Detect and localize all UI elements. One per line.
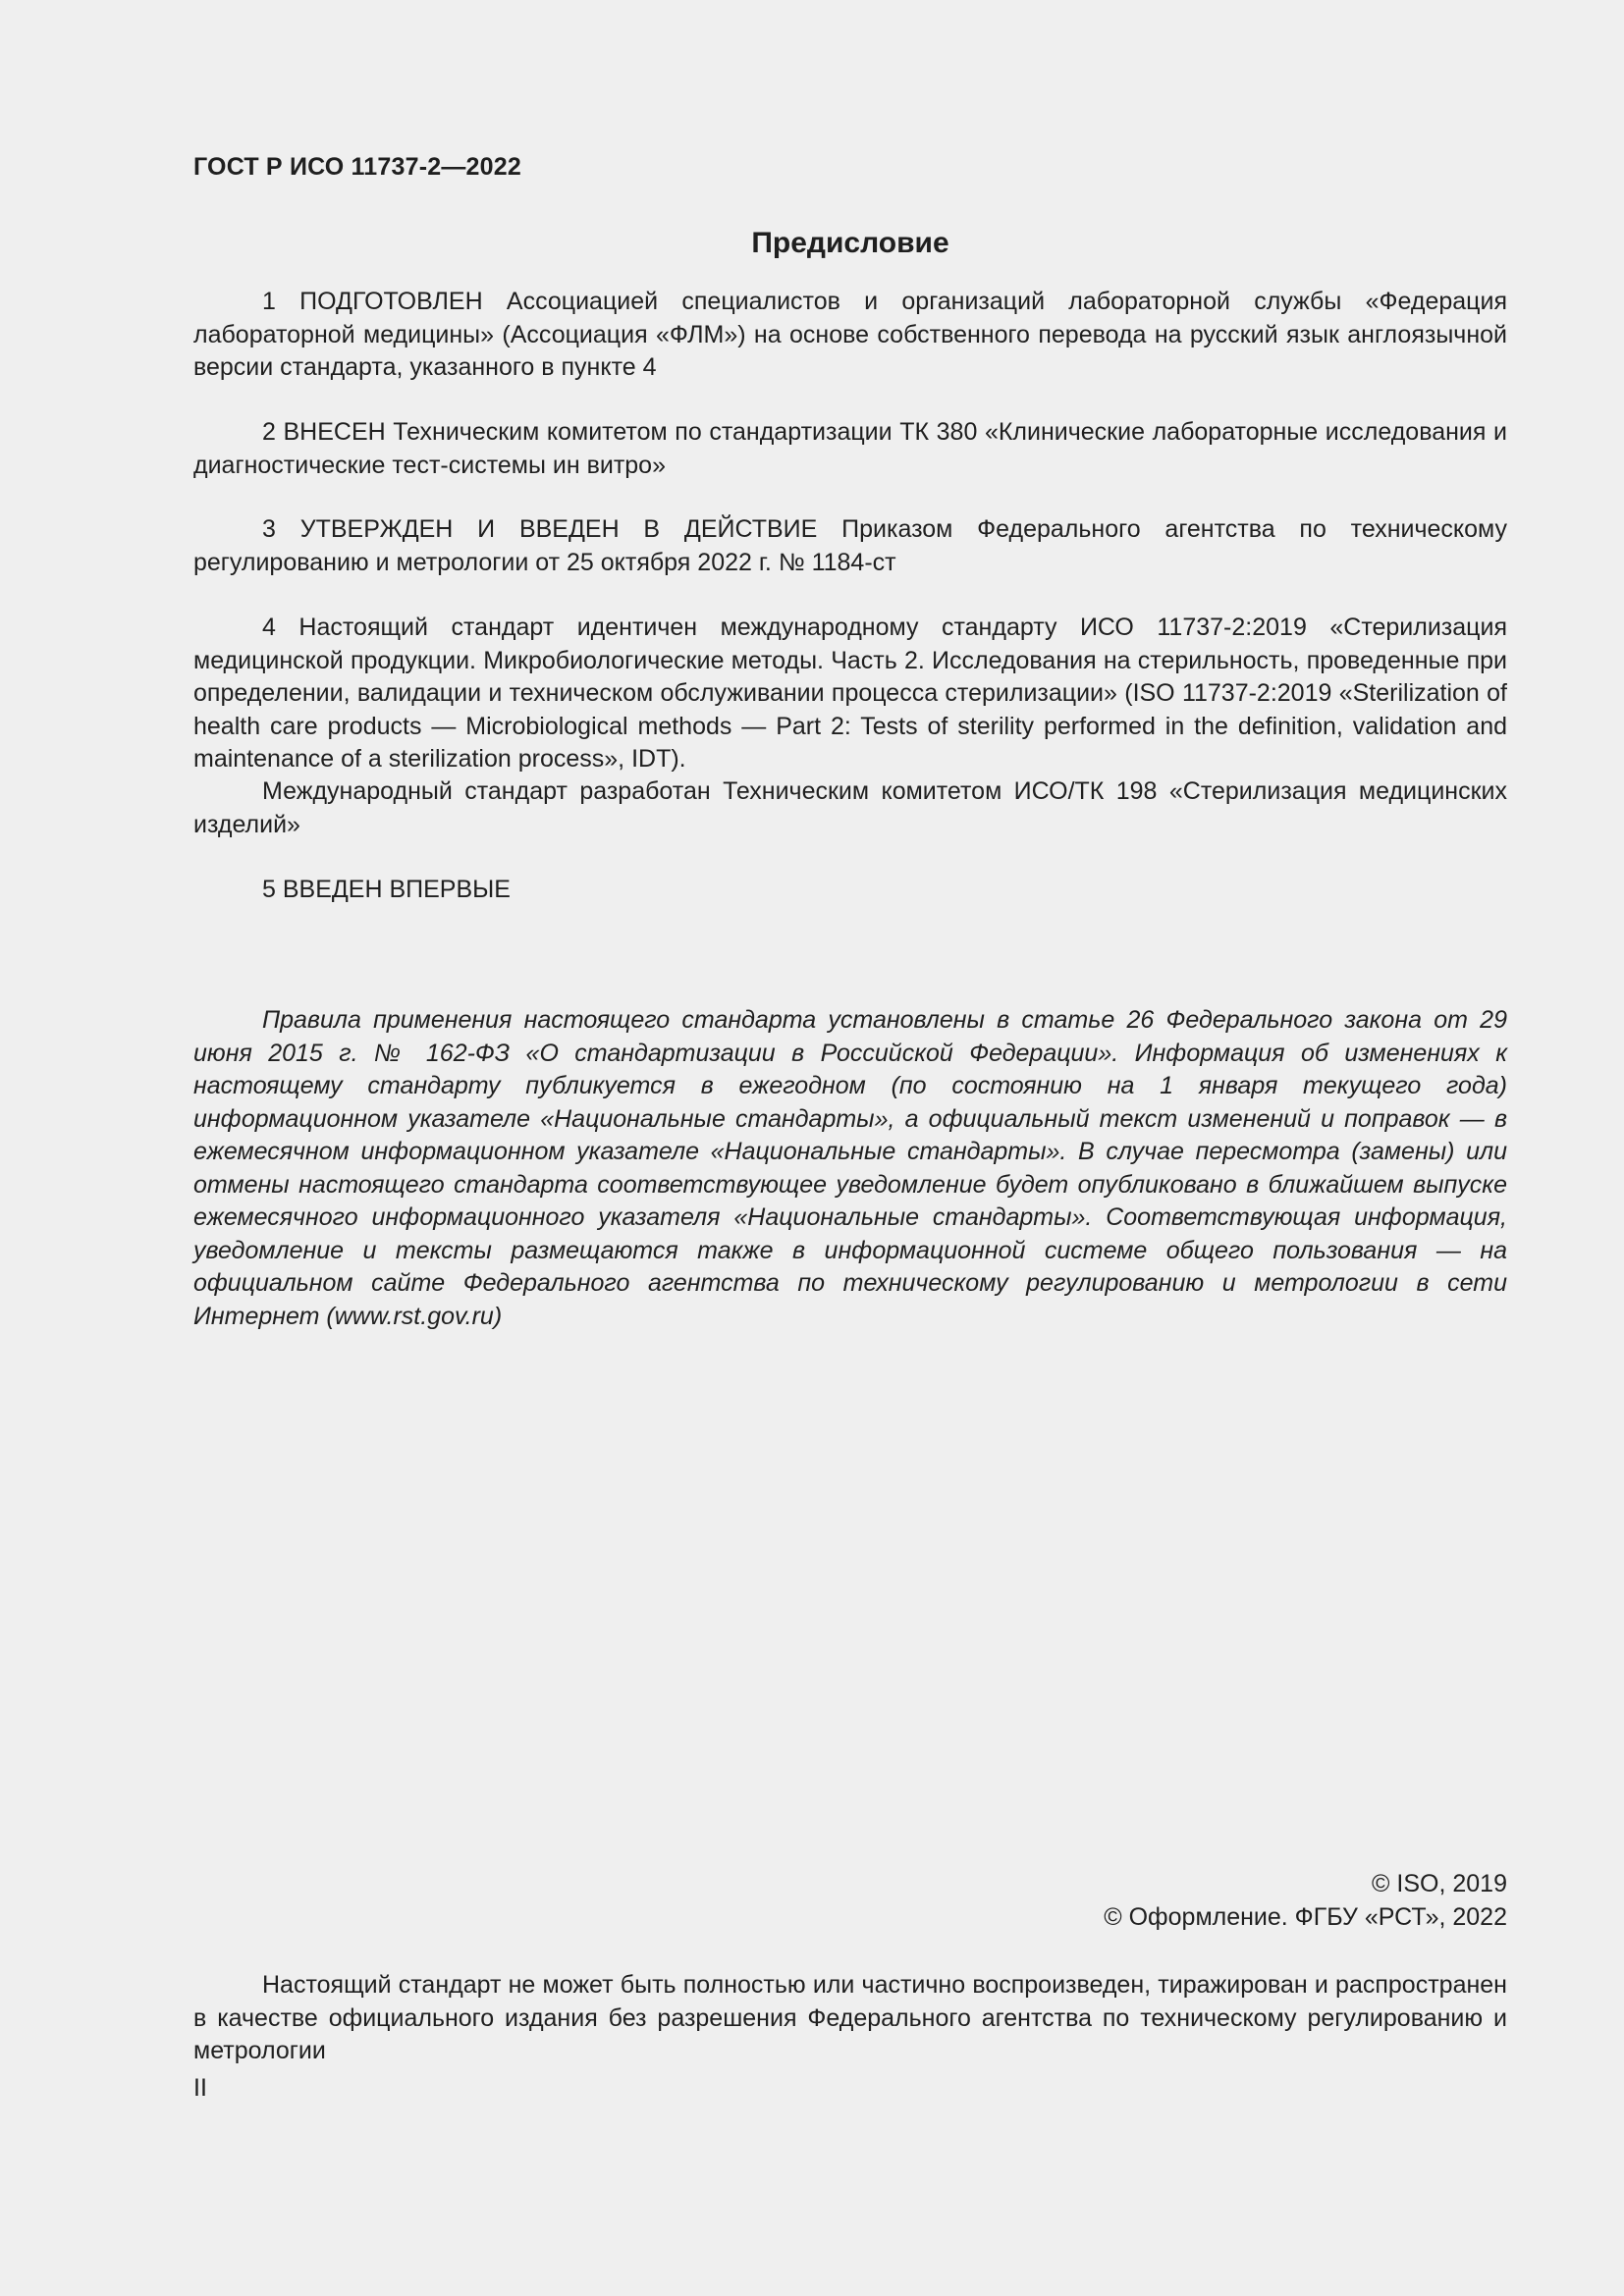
paragraph-identical: 4 Настоящий стандарт идентичен международному стандарту ИСО 11737-2:2019 «Стерилизация медицинской продукции. Микробиологические методы. Часть 2. Исследования на стерильность, проведенные при определении, валидации и техническом обслуживании процесса стерилизации» (ISO 11737-2:2019 «Sterilization of health care products — Microbiological methods — Part 2: Tests of sterility performed in the definition, validation and maintenance of a sterilization process», IDT). <box>193 614 1507 773</box>
page-title: Предисловие <box>751 227 949 259</box>
paragraph-first-introduced: 5 ВВЕДЕН ВПЕРВЫЕ <box>262 876 511 903</box>
paragraph-introduced: 2 ВНЕСЕН Техническим комитетом по стандартизации ТК 380 «Клинические лабораторные исследования и диагностические тест-системы ин витро» <box>193 418 1507 479</box>
copyright-design: © Оформление. ФГБУ «РСТ», 2022 <box>1104 1902 1507 1931</box>
copyright-iso: © ISO, 2019 <box>1372 1870 1507 1897</box>
paragraph-prepared: 1 ПОДГОТОВЛЕН Ассоциацией специалистов и организаций лабораторной службы «Федерация лабораторной медицины» (Ассоциация «ФЛМ») на основе собственного перевода на русский язык англоязычной версии стандарта, указанного в пункте 4 <box>193 288 1507 381</box>
paragraph-application-rules: Правила применения настоящего стандарта установлены в статье 26 Федерального закона от 29 июня 2015 г. № 162-ФЗ «О стандартизации в Российской Федерации». Информация об изменениях к настоящему стандарту публикуется в ежегодном (по состоянию на 1 января текущего года) информационном указателе «Национальные стандарты», а официальный текст изменений и поправок — в ежемесячном информационном указателе «Национальные стандарты». В случае пересмотра (замены) или отмены настоящего стандарта соответствующее уведомление будет опубликовано в ближайшем выпуске ежемесячного информационного указателя «Национальные стандарты». Соответствующая информация, уведомление и тексты размещаются также в информационной системе общего пользования — на официальном сайте Федерального агентства по техническому регулированию и метрологии в сети Интернет (www.rst.gov.ru) <box>193 1006 1507 1330</box>
paragraph-approved: 3 УТВЕРЖДЕН И ВВЕДЕН В ДЕЙСТВИЕ Приказом Федерального агентства по техническому регулированию и метрологии от 25 октября 2022 г. № 1184-ст <box>193 515 1507 576</box>
paragraph-international-committee: Международный стандарт разработан Техническим комитетом ИСО/ТК 198 «Стерилизация медицинских изделий» <box>193 777 1507 838</box>
copyright-block <box>1104 1868 1507 1934</box>
paragraph-reproduction-notice: Настоящий стандарт не может быть полностью или частично воспроизведен, тиражирован и распространен в качестве официального издания без разрешения Федерального агентства по техническому регулированию и метрологии <box>193 1971 1507 2064</box>
document-page <box>193 0 1507 2296</box>
document-code: ГОСТ Р ИСО 11737-2—2022 <box>193 153 521 181</box>
page-number: II <box>193 2074 207 2102</box>
